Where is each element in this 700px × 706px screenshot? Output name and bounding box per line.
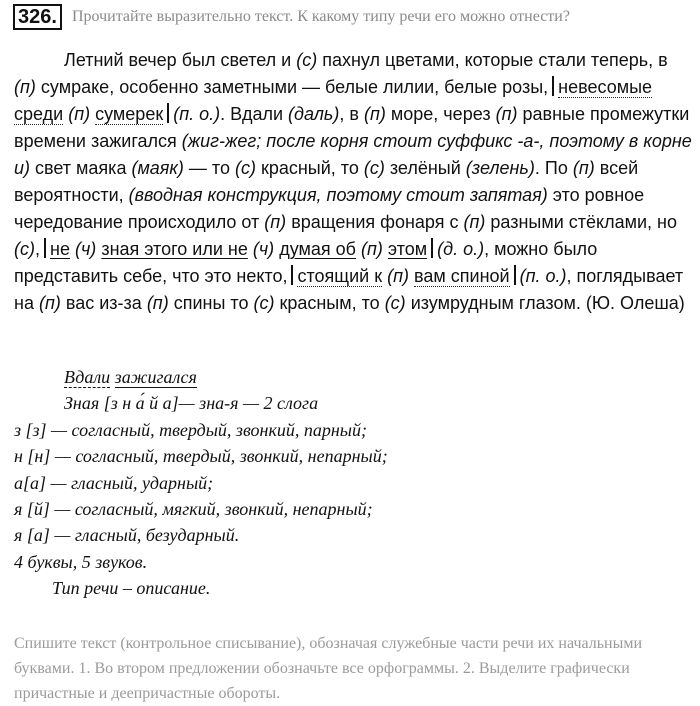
annotation: (с) (363, 158, 385, 178)
phrase-boundary-mark (514, 265, 516, 285)
text-fragment: свет маяка (30, 158, 132, 178)
annotation: (п) (363, 104, 386, 124)
text-fragment: красный, то (255, 158, 364, 178)
participle-phrase: стоящий к (297, 266, 383, 286)
text-fragment: это ровное чередование происходило от (14, 185, 645, 232)
text-fragment: , можно было представить себе, что это некто, (14, 239, 598, 286)
analysis-line: я [й] — согласный, мягкий, звонкий, непарный; (14, 499, 373, 520)
gerund-phrase: думая об (279, 239, 356, 259)
adverb-word: Вдали (64, 367, 111, 387)
annotation: (маяк) (131, 158, 184, 178)
text-fragment: — то (183, 158, 235, 178)
text-fragment: красным, то (274, 293, 385, 313)
text-fragment: море, через (385, 104, 496, 124)
annotation: (зелень) (465, 158, 535, 178)
text-fragment: . Вдали (220, 104, 289, 124)
text-fragment: , в (339, 104, 364, 124)
gerund-phrase: зная этого или не (101, 239, 248, 259)
annotation: (жиг-жег; после корня стоит суффикс -а-, поэтому в корне и) (14, 131, 692, 178)
text-fragment: изумрудным глазом. (Ю. Олеша) (405, 293, 685, 313)
participle-phrase: невесомые (558, 77, 653, 97)
annotation: (п) (146, 293, 169, 313)
text-fragment: . По (534, 158, 573, 178)
participle-phrase: сумерек (95, 104, 164, 124)
participle-phrase: вам спиной (414, 266, 510, 286)
annotation: (п) (387, 266, 409, 286)
annotation: (с) (384, 293, 406, 313)
annotation: (п) (38, 293, 61, 313)
annotation: (с) (234, 158, 256, 178)
text-fragment: , (35, 239, 41, 259)
annotation: (п) (360, 239, 383, 259)
text-fragment: равные промежутки времени зажигался (14, 104, 690, 151)
phrase-boundary-mark (552, 76, 554, 96)
exercise-number: 326. (13, 4, 62, 30)
word-analysis (14, 364, 692, 602)
annotation: (п) (68, 104, 91, 124)
annotation: (п) (495, 104, 518, 124)
phrase-boundary-mark (291, 265, 293, 285)
analysis-line: 4 буквы, 5 звуков. (14, 551, 148, 572)
analysis-line: а[а] — гласный, ударный; (14, 472, 214, 493)
gerund-phrase: не (50, 239, 70, 259)
annotation: (д. о.) (437, 239, 485, 259)
footer-task: Спишите текст (контрольное списывание), обозначая служебные части речи их начальными буквами. 1. Во втором предложении обозначьте все орфограммы. 2. Выделите графически причастные и деепричастные обороты. (14, 635, 643, 702)
text-fragment: , поглядывает на (14, 266, 684, 313)
text-fragment: зелёный (384, 158, 466, 178)
annotation: (п. о.) (519, 266, 567, 286)
phrase-boundary-mark (431, 238, 433, 258)
text-fragment: пахнул цветами, которые стали теперь, в (317, 50, 668, 70)
verb-word: зажигался (114, 367, 197, 387)
annotation: (ч) (74, 239, 97, 259)
word-parse (14, 364, 692, 390)
text-fragment: сумраке, особенно заметными — белые лилии, белые розы, (35, 77, 549, 97)
annotation: (п. о.) (173, 104, 221, 124)
exercise-text (14, 47, 692, 317)
phrase-boundary-mark (44, 238, 46, 258)
annotation: (с) (296, 50, 318, 70)
text-fragment: вращения фонаря с (286, 212, 464, 232)
text-fragment: вас из-за (60, 293, 147, 313)
gerund-phrase: этом (387, 239, 428, 259)
annotation: (с) (14, 239, 35, 259)
analysis-line: я [а] — гласный, безударный. (14, 525, 240, 546)
exercise-task: Прочитайте выразительно текст. К какому типу речи его можно отнести? (71, 8, 570, 25)
participle-phrase: среди (14, 104, 64, 124)
annotation: (с) (253, 293, 275, 313)
text-fragment: всей вероятности, (14, 158, 639, 205)
annotation: (даль) (288, 104, 340, 124)
text-paragraph (14, 47, 692, 317)
analysis-line: Зная [з н а́ й а]— зна-я — 2 слога (64, 393, 319, 414)
annotation: (п) (14, 77, 36, 97)
analysis-line: н [н] — согласный, твердый, звонкий, непарный; (14, 446, 388, 467)
annotation: (п) (463, 212, 486, 232)
analysis-line: з [з] — согласный, твердый, звонкий, парный; (14, 419, 367, 440)
text-fragment: спины то (168, 293, 254, 313)
speech-type: Тип речи – описание. (52, 578, 211, 599)
exercise-header (13, 4, 570, 30)
text-fragment: Летний вечер был светел и (64, 50, 297, 70)
annotation: (п) (572, 158, 595, 178)
annotation: (ч) (252, 239, 275, 259)
annotation: (п) (264, 212, 287, 232)
annotation: (вводная конструкция, поэтому стоит запятая) (128, 185, 548, 205)
phrase-boundary-mark (167, 103, 169, 123)
text-fragment: разными стёклами, но (485, 212, 677, 232)
